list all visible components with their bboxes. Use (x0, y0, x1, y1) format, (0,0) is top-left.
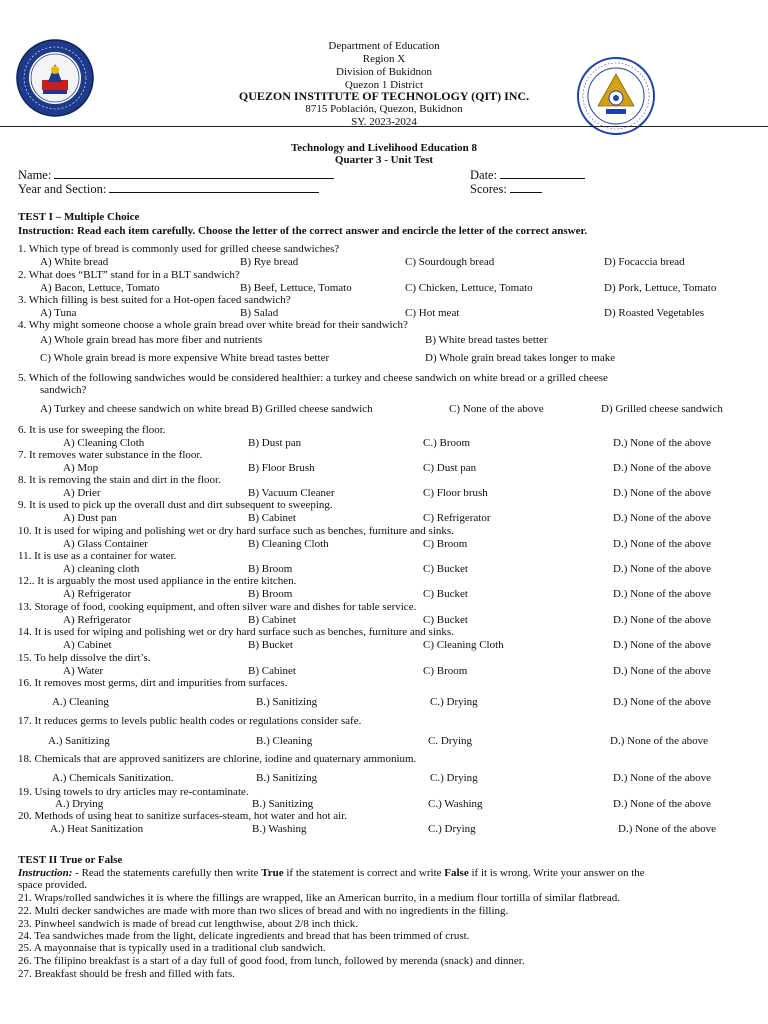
scores-label: Scores: (470, 182, 507, 196)
question-19-option-a[interactable]: A.) Drying (55, 798, 104, 810)
school-address: 8715 Población, Quezon, Bukidnon (305, 103, 463, 115)
question-12-option-c[interactable]: C) Bucket (423, 588, 468, 600)
question-15-option-d[interactable]: D.) None of the above (613, 665, 712, 677)
question-7-option-d[interactable]: D.) None of the above (613, 462, 712, 474)
date-field[interactable] (470, 168, 585, 182)
question-5-text: 5. Which of the following sandwiches would be considered healthier: a turkey and cheese sandwich on white bread or a grilled cheese (18, 372, 608, 384)
name-field[interactable] (18, 168, 334, 182)
question-2-text: 2. What does “BLT” stand for in a BLT sandwich? (18, 269, 240, 281)
question-10-option-d[interactable]: D.) None of the above (613, 538, 712, 550)
question-7-option-a[interactable]: A) Mop (63, 462, 99, 474)
question-15-text: 15. To help dissolve the dirt’s. (18, 652, 151, 664)
tf-item-25: 25. A mayonnaise that is typically used in a traditional club sandwich. (18, 942, 326, 954)
question-11-option-c[interactable]: C) Bucket (423, 563, 468, 575)
question-9-option-b[interactable]: B) Cabinet (248, 512, 296, 524)
question-19-text: 19. Using towels to dry articles may re-contaminate. (18, 786, 249, 798)
question-4-option-b[interactable]: B) White bread tastes better (425, 334, 548, 346)
question-14-option-d[interactable]: D.) None of the above (613, 639, 712, 651)
test1-instruction: Instruction: Read each item carefully. Choose the letter of the correct answer and encircle the letter of the correct answer. (18, 225, 588, 237)
question-8-option-a[interactable]: A) Drier (63, 487, 101, 499)
question-20-option-b[interactable]: B.) Washing (252, 823, 307, 835)
test2-instruction-part-c: if it is wrong. Write your answer on the (468, 867, 645, 879)
question-12-option-a[interactable]: A) Refrigerator (63, 588, 132, 600)
question-13-option-c[interactable]: C) Bucket (423, 614, 468, 626)
question-7-text: 7. It removes water substance in the floor. (18, 449, 203, 461)
question-13-option-b[interactable]: B) Cabinet (248, 614, 296, 626)
false-word: False (444, 867, 469, 879)
question-13-text: 13. Storage of food, cooking equipment, and often silver ware and dishes for table service. (18, 601, 417, 613)
question-17-option-a[interactable]: A.) Sanitizing (48, 735, 110, 747)
question-9-option-c[interactable]: C) Refrigerator (423, 512, 491, 524)
header-line-department: Department of Education (328, 40, 440, 52)
date-blank[interactable] (500, 168, 585, 179)
tf-item-22: 22. Multi decker sandwiches are made with more than two slices of bread and with no ingredients in the filling. (18, 905, 509, 917)
question-17-option-b[interactable]: B.) Cleaning (256, 735, 313, 747)
true-word: True (261, 867, 284, 879)
date-label: Date: (470, 168, 498, 182)
test2-instruction-label: Instruction: (18, 867, 73, 879)
question-15-option-b[interactable]: B) Cabinet (248, 665, 296, 677)
school-name: QUEZON INSTITUTE OF TECHNOLOGY (QIT) INC. (238, 89, 530, 103)
question-13-option-d[interactable]: D.) None of the above (613, 614, 712, 626)
question-3-option-d[interactable]: D) Roasted Vegetables (604, 307, 704, 319)
question-2-option-d[interactable]: D) Pork, Lettuce, Tomato (604, 282, 717, 294)
tf-item-24: 24. Tea sandwiches made from the light, delicate ingredients and bread that has been trimmed of crust. (18, 930, 470, 942)
question-11-option-b[interactable]: B) Broom (248, 563, 293, 575)
question-16-option-a[interactable]: A.) Cleaning (52, 696, 109, 708)
question-4-option-c[interactable]: C) Whole grain bread is more expensive White bread tastes better (40, 352, 330, 364)
question-18-text: 18. Chemicals that are approved sanitizers are chlorine, iodine and quaternary ammonium. (18, 753, 417, 765)
question-10-option-b[interactable]: B) Cleaning Cloth (248, 538, 329, 550)
section-label: Year and Section: (18, 182, 107, 196)
question-14-text: 14. It is used for wiping and polishing wet or dry hard surface such as benches, furniture and sinks. (18, 626, 454, 638)
question-8-option-d[interactable]: D.) None of the above (613, 487, 712, 499)
question-14-option-c[interactable]: C) Cleaning Cloth (423, 639, 504, 651)
question-17-option-d[interactable]: D.) None of the above (610, 735, 709, 747)
section-blank[interactable] (109, 182, 319, 193)
name-label: Name: (18, 168, 52, 182)
question-5-option-a[interactable]: A) Turkey and cheese sandwich on white bread B) Grilled cheese sandwich (40, 403, 373, 415)
test2-title: TEST II True or False (18, 854, 123, 866)
question-9-text: 9. It is used to pick up the overall dust and dirt subsequent to sweeping. (18, 499, 333, 511)
question-1-option-d[interactable]: D) Focaccia bread (604, 256, 685, 268)
question-1-option-c[interactable]: C) Sourdough bread (405, 256, 495, 268)
question-9-option-d[interactable]: D.) None of the above (613, 512, 712, 524)
question-6-option-c[interactable]: C.) Broom (423, 437, 471, 449)
question-11-option-d[interactable]: D.) None of the above (613, 563, 712, 575)
question-20-option-d[interactable]: D.) None of the above (618, 823, 717, 835)
question-16-option-c[interactable]: C.) Drying (430, 696, 478, 708)
exam-quarter: Quarter 3 - Unit Test (334, 154, 434, 166)
question-3-option-c[interactable]: C) Hot meat (405, 307, 460, 319)
section-field[interactable] (18, 182, 319, 196)
question-3-text: 3. Which filling is best suited for a Hot-open faced sandwich? (18, 294, 291, 306)
question-8-option-c[interactable]: C) Floor brush (423, 487, 488, 499)
question-2-option-c[interactable]: C) Chicken, Lettuce, Tomato (405, 282, 533, 294)
test2-instruction-cont: space provided. (18, 879, 88, 891)
question-10-option-a[interactable]: A) Glass Container (63, 538, 148, 550)
test2-instruction (18, 867, 645, 880)
question-3-option-a[interactable]: A) Tuna (40, 307, 77, 319)
header-divider (0, 126, 768, 127)
question-1-option-b[interactable]: B) Rye bread (240, 256, 299, 268)
question-3-option-b[interactable]: B) Salad (240, 307, 279, 319)
test2-instruction-part-b: if the statement is correct and write (283, 867, 445, 879)
school-year: SY. 2023-2024 (351, 116, 417, 128)
question-20-option-c[interactable]: C.) Drying (428, 823, 476, 835)
question-17-option-c[interactable]: C. Drying (428, 735, 472, 747)
test1-title: TEST I – Multiple Choice (18, 211, 140, 223)
question-19-option-d[interactable]: D.) None of the above (613, 798, 712, 810)
question-5-text-cont: sandwich? (40, 384, 87, 396)
question-17-text: 17. It reduces germs to levels public health codes or regulations consider safe. (18, 715, 362, 727)
question-12-option-b[interactable]: B) Broom (248, 588, 293, 600)
question-10-text: 10. It is used for wiping and polishing wet or dry hard surface such as benches, furniture and sinks. (18, 525, 454, 537)
question-6-option-b[interactable]: B) Dust pan (248, 437, 302, 449)
question-8-option-b[interactable]: B) Vacuum Cleaner (248, 487, 335, 499)
question-15-option-a[interactable]: A) Water (63, 665, 104, 677)
tf-item-23: 23. Pinwheel sandwich is made of bread cut lengthwise, about 2/8 inch thick. (18, 918, 359, 930)
tf-item-21: 21. Wraps/rolled sandwiches it is where the fillings are wrapped, like an American burrito, in a medium flour tortilla of similar flatbread. (18, 892, 621, 904)
question-20-option-a[interactable]: A.) Heat Sanitization (50, 823, 144, 835)
scores-blank[interactable] (510, 182, 542, 193)
question-1-option-a[interactable]: A) White bread (40, 256, 109, 268)
question-4-option-a[interactable]: A) Whole grain bread has more fiber and nutrients (40, 334, 263, 346)
exam-subject: Technology and Livelihood Education 8 (290, 142, 478, 154)
question-5-option-b[interactable]: C) None of the above (449, 403, 544, 415)
question-12-option-d[interactable]: D.) None of the above (613, 588, 712, 600)
question-16-option-d[interactable]: D.) None of the above (613, 696, 712, 708)
question-11-option-a[interactable]: A) cleaning cloth (63, 563, 140, 575)
name-blank[interactable] (54, 168, 334, 179)
question-10-option-c[interactable]: C) Broom (423, 538, 468, 550)
tf-item-27: 27. Breakfast should be fresh and filled with fats. (18, 968, 235, 980)
header-line-division: Division of Bukidnon (336, 66, 432, 78)
question-14-option-b[interactable]: B) Bucket (248, 639, 293, 651)
question-15-option-c[interactable]: C) Broom (423, 665, 468, 677)
question-18-option-c[interactable]: C.) Drying (430, 772, 478, 784)
question-16-text: 16. It removes most germs, dirt and impurities from surfaces. (18, 677, 288, 689)
question-19-option-b[interactable]: B.) Sanitizing (252, 798, 314, 810)
question-2-option-b[interactable]: B) Beef, Lettuce, Tomato (240, 282, 352, 294)
question-9-option-a[interactable]: A) Dust pan (63, 512, 117, 524)
question-1-text: 1. Which type of bread is commonly used for grilled cheese sandwiches? (18, 243, 340, 255)
question-5-option-c[interactable]: D) Grilled cheese sandwich (601, 403, 723, 415)
question-7-option-c[interactable]: C) Dust pan (423, 462, 477, 474)
question-14-option-a[interactable]: A) Cabinet (63, 639, 112, 651)
question-18-option-a[interactable]: A.) Chemicals Sanitization. (52, 772, 174, 784)
question-4-option-d[interactable]: D) Whole grain bread takes longer to make (425, 352, 616, 364)
tf-item-26: 26. The filipino breakfast is a start of a day full of good food, from lunch, followed by merenda (snack) and dinner. (18, 955, 525, 967)
question-4-text: 4. Why might someone choose a whole grain bread over white bread for their sandwich? (18, 319, 408, 331)
question-8-text: 8. It is removing the stain and dirt in the floor. (18, 474, 221, 486)
question-18-option-d[interactable]: D.) None of the above (613, 772, 712, 784)
question-12-text: 12.. It is arguably the most used appliance in the entire kitchen. (18, 575, 297, 587)
question-19-option-c[interactable]: C.) Washing (428, 798, 483, 810)
question-6-option-d[interactable]: D.) None of the above (613, 437, 712, 449)
test2-instruction-part-a: - Read the statements carefully then write (72, 867, 262, 879)
header-line-region: Region X (362, 53, 406, 65)
question-20-text: 20. Methods of using heat to sanitize surfaces-steam, hot water and hot air. (18, 810, 347, 822)
header-line-district: Quezon 1 District (344, 79, 424, 91)
question-6-text: 6. It is use for sweeping the floor. (18, 424, 166, 436)
question-16-option-b[interactable]: B.) Sanitizing (256, 696, 318, 708)
scores-field[interactable] (470, 182, 542, 196)
question-18-option-b[interactable]: B.) Sanitizing (256, 772, 318, 784)
question-2-option-a[interactable]: A) Bacon, Lettuce, Tomato (40, 282, 160, 294)
question-7-option-b[interactable]: B) Floor Brush (248, 462, 315, 474)
question-13-option-a[interactable]: A) Refrigerator (63, 614, 132, 626)
question-11-text: 11. It is use as a container for water. (18, 550, 177, 562)
question-6-option-a[interactable]: A) Cleaning Cloth (63, 437, 145, 449)
